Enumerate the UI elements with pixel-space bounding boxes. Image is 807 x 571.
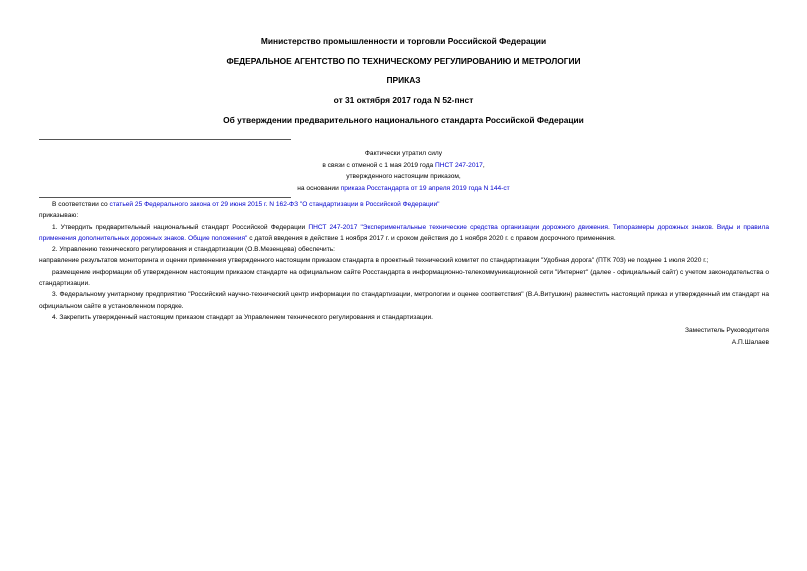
item-2-a: направление результатов мониторинга и оценки применения утвержденного настоящим приказом стандарта в проектный технический комитет по стандартизации "Удобная дорога" (ПТК 703) не позднее 1 июля 2020 г.; <box>39 257 709 265</box>
intro-paragraph: В соответствии со статьей 25 Федерального закона от 29 июня 2015 г. N 162-ФЗ "О стандартизации в Российской Федерации" <box>52 201 440 208</box>
separator-bottom <box>39 197 291 198</box>
document-subject: Об утверждении предварительного национального стандарта Российской Федерации <box>223 115 584 125</box>
document-date-number: от 31 октября 2017 года N 52-пнст <box>333 95 474 105</box>
federal-law-link[interactable]: статьей 25 Федерального закона от 29 июня 2015 г. N 162-ФЗ "О стандартизации в Российской Федерации" <box>109 201 440 208</box>
item-2-b: размещение информации об утвержденном настоящим приказом стандарте на официальном сайте Росстандарта в информационно-телекоммуникационной сети "Интернет" (далее - официальный сайт) с учетом законодательства о стандартизации. <box>39 268 769 288</box>
standard-link[interactable]: ПНСТ 247-2017 "Экспериментальные технические средства организации дорожного движения. Типоразмеры дорожных знаков. Виды и правила применения дополнительных дорожных знаков. Общие положения" <box>39 223 769 242</box>
separator-top <box>39 139 291 140</box>
signature-position: Заместитель Руководителя <box>685 327 769 335</box>
item-2: 2. Управлению технического регулирования и стандартизации (О.В.Мезенцева) обеспечить: <box>52 246 336 254</box>
document-type: ПРИКАЗ <box>386 75 421 85</box>
order-word: приказываю: <box>39 212 79 220</box>
item-4: 4. Закрепить утвержденный настоящим приказом стандарт за Управлением технического регулирования и стандартизации. <box>52 313 433 321</box>
rosstandart-order-link[interactable]: приказа Росстандарта от 19 апреля 2019 года N 144-ст <box>340 184 510 192</box>
status-note <box>0 148 807 194</box>
document-body <box>39 199 769 348</box>
ministry-name: Министерство промышленности и торговли Российской Федерации <box>260 36 547 46</box>
status-note-line4: на основании приказа Росстандарта от 19 апреля 2019 года N 144-ст <box>297 184 510 192</box>
pnst-link[interactable]: ПНСТ 247-2017 <box>435 161 483 169</box>
item-1: 1. Утвердить предварительный национальный стандарт Российской Федерации ПНСТ 247-2017 "Экспериментальные технические средства организации дорожного движения. Типоразмеры дорожных знаков. Виды и правила применения дополнительных дорожных знаков. Общие положения" с датой введения в действие 1 ноября 2017 г. и сроком действия до 1 ноября 2020 г. с правом досрочного применения. <box>39 223 769 242</box>
signature-name: А.П.Шалаев <box>731 338 769 346</box>
agency-name: ФЕДЕРАЛЬНОЕ АГЕНТСТВО ПО ТЕХНИЧЕСКОМУ РЕГУЛИРОВАНИЮ И МЕТРОЛОГИИ <box>226 56 581 66</box>
status-note-line2: в связи с отменой с 1 мая 2019 года ПНСТ 247-2017, <box>322 161 485 169</box>
item-3: 3. Федеральному унитарному предприятию "Российский научно-технический центр информации по стандартизации, метрологии и оценке соответствия" (В.А.Витушкин) разместить настоящий приказ и утвержденный им стандарт на официальном сайте в установленном порядке. <box>39 291 769 310</box>
status-note-line1: Фактически утратил силу <box>364 150 443 157</box>
status-note-line3: утвержденного настоящим приказом, <box>346 173 461 180</box>
